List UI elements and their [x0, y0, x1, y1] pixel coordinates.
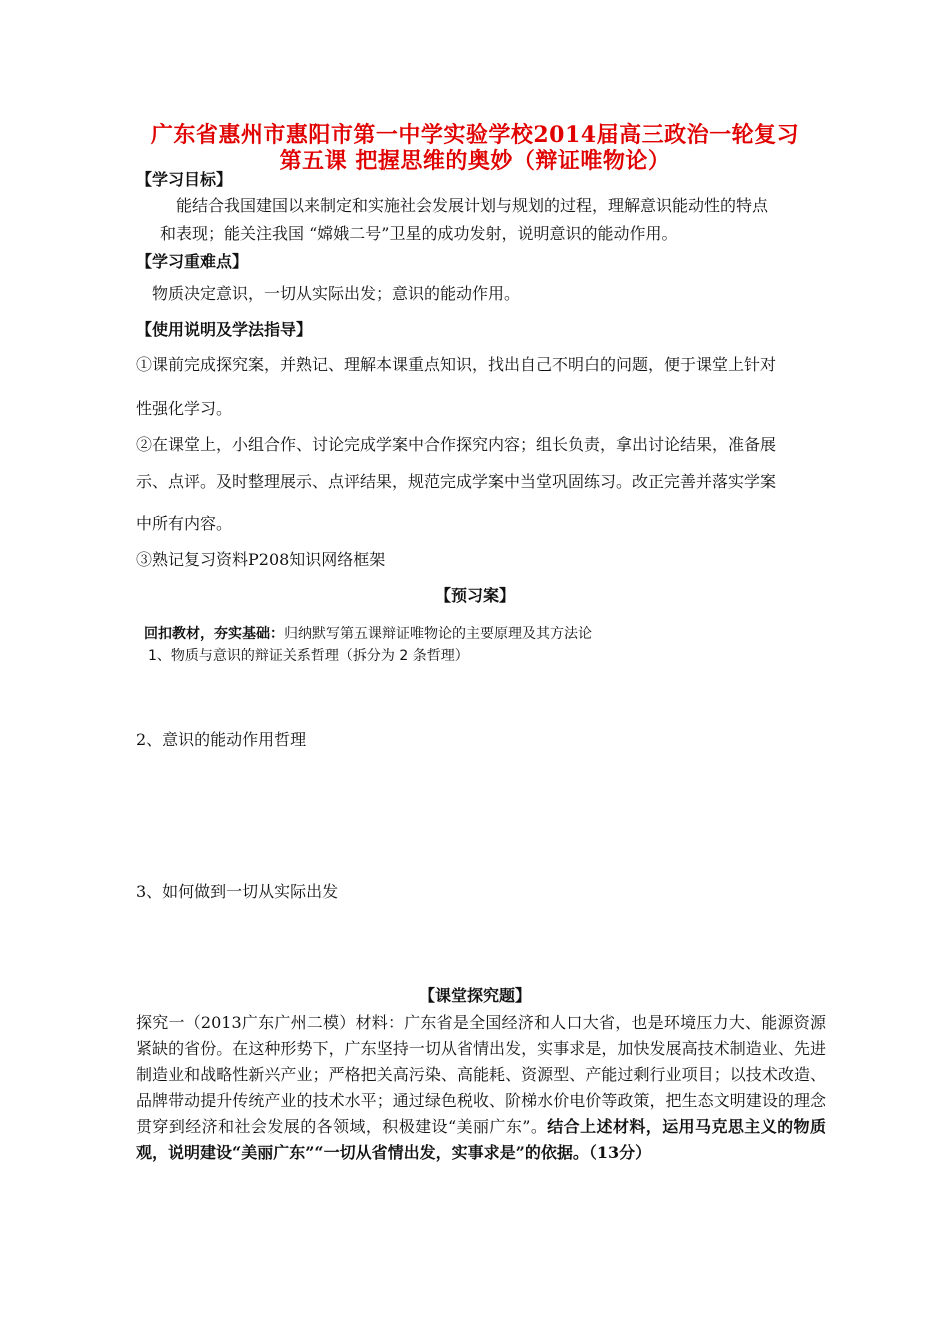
preview-question-3: 3、如何做到一切从实际出发: [136, 882, 339, 901]
exploration-score: （13分）: [588, 1143, 652, 1162]
instruction-item2-line1: ②在课堂上，小组合作、讨论完成学案中合作探究内容；组长负责，拿出讨论结果，准备展: [136, 435, 777, 454]
preview-question-2: 2、意识的能动作用哲理: [136, 730, 307, 749]
instruction-item2-line3: 中所有内容。: [136, 514, 233, 533]
preview-intro-bold: 回扣教材，夯实基础：: [144, 626, 284, 642]
preview-intro-rest: 归纳默写第五课辩证唯物论的主要原理及其方法论: [284, 626, 592, 642]
goals-heading: 【学习目标】: [136, 170, 233, 189]
instruction-item3: ③熟记复习资料P208知识网络框架: [136, 550, 386, 569]
goals-text-line1: 能结合我国建国以来制定和实施社会发展计划与规划的过程，理解意识能动性的特点: [176, 196, 769, 215]
key-points-text: 物质决定意识，一切从实际出发；意识的能动作用。: [152, 284, 521, 303]
key-points-heading: 【学习重难点】: [136, 252, 249, 271]
document-title-line2: 第五课 把握思维的奥妙（辩证唯物论）: [279, 148, 671, 174]
preview-heading: 【预习案】: [434, 586, 515, 605]
preview-question-1: 1、物质与意识的辩证关系哲理（拆分为 2 条哲理）: [148, 648, 469, 664]
exploration-material: 探究一（2013广东广州二模）材料：广东省是全国经济和人口大省，也是环境压力大、能源资源紧缺的省份。在这种形势下，广东坚持一切从省情出发，实事求是，加快发展高技术制造业、先进制造业和战略性新兴产业；严格把关高污染、高能耗、资源型、产能过剩行业项目；以技术改造、品牌带动提升传统产业的技术水平；通过绿色税收、阶梯水价电价等政策，把生态文明建设的理念贯穿到经济和社会发展的各领域，积极建设“美丽广东”。: [136, 1013, 826, 1136]
exploration-heading: 【课堂探究题】: [418, 986, 531, 1005]
instruction-item1-line1: ①课前完成探究案，并熟记、理解本课重点知识，找出自己不明白的问题，便于课堂上针对: [136, 355, 777, 374]
goals-text-line2: 和表现；能关注我国 “嫦娥二号”卫星的成功发射，说明意识的能动作用。: [160, 224, 678, 243]
instructions-heading: 【使用说明及学法指导】: [136, 320, 313, 339]
document-title-line1: 广东省惠州市惠阳市第一中学实验学校2014届高三政治一轮复习: [150, 122, 800, 148]
preview-intro: [144, 624, 592, 644]
instruction-item1-line2: 性强化学习。: [136, 399, 233, 418]
exploration-body: [136, 1010, 826, 1166]
exploration-question: 结合上述材料，运用马克思主义的物质观，说明建设“美丽广东”“一切从省情出发，实事求是”的依据。: [136, 1117, 826, 1162]
instruction-item2-line2: 示、点评。及时整理展示、点评结果，规范完成学案中当堂巩固练习。改正完善并落实学案: [136, 472, 777, 491]
